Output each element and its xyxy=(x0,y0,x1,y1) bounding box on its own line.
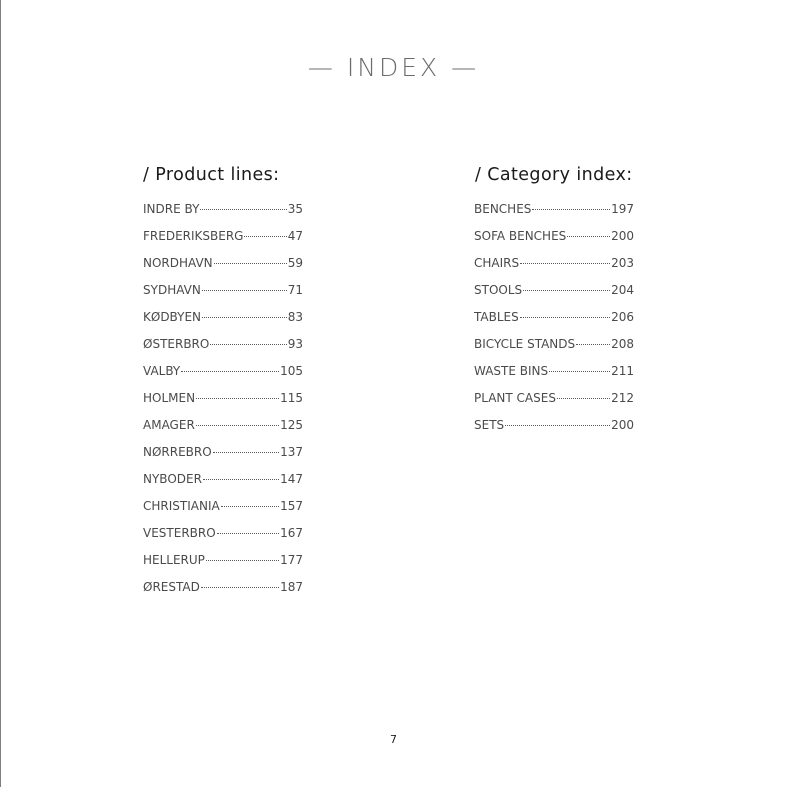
category-index-list xyxy=(474,202,634,445)
category-entry[interactable] xyxy=(474,202,634,229)
dot-leader xyxy=(213,452,279,453)
dot-leader xyxy=(520,317,610,318)
category-entry-page: 203 xyxy=(611,256,634,270)
category-entry-label: TABLES xyxy=(474,310,519,324)
category-entry[interactable] xyxy=(474,283,634,310)
category-entry-page: 200 xyxy=(611,229,634,243)
category-entry-page: 200 xyxy=(611,418,634,432)
dot-leader xyxy=(549,371,610,372)
category-entry-page: 212 xyxy=(611,391,634,405)
dot-leader xyxy=(505,425,610,426)
category-entry-label: CHAIRS xyxy=(474,256,520,270)
product-line-entry-page: 177 xyxy=(280,553,303,567)
dot-leader xyxy=(201,587,279,588)
product-line-entry[interactable] xyxy=(143,526,303,553)
product-line-entry-label: HELLERUP xyxy=(143,553,205,567)
product-line-entry-label: NYBODER xyxy=(143,472,202,486)
dot-leader xyxy=(221,506,279,507)
dot-leader xyxy=(206,560,279,561)
product-line-entry-label: INDRE BY xyxy=(143,202,200,216)
page-left-border xyxy=(0,0,1,787)
product-line-entry-label: ØRESTAD xyxy=(143,580,200,594)
product-line-entry-label: SYDHAVN xyxy=(143,283,201,297)
product-line-entry[interactable] xyxy=(143,445,303,472)
product-line-entry-page: 83 xyxy=(287,310,303,324)
product-line-entry[interactable] xyxy=(143,472,303,499)
product-line-entry-page: 157 xyxy=(280,499,303,513)
dot-leader xyxy=(523,290,610,291)
dot-leader xyxy=(532,209,610,210)
product-lines-section xyxy=(143,163,303,607)
product-line-entry[interactable] xyxy=(143,391,303,418)
product-line-entry[interactable] xyxy=(143,337,303,364)
category-entry-label: PLANT CASES xyxy=(474,391,556,405)
product-line-entry-page: 125 xyxy=(280,418,303,432)
product-line-entry-page: 187 xyxy=(280,580,303,594)
category-entry-page: 208 xyxy=(611,337,634,351)
product-line-entry-label: VALBY xyxy=(143,364,181,378)
category-entry-label: BENCHES xyxy=(474,202,532,216)
category-entry-page: 197 xyxy=(611,202,634,216)
product-line-entry[interactable] xyxy=(143,256,303,283)
product-line-entry-label: AMAGER xyxy=(143,418,195,432)
category-entry[interactable] xyxy=(474,364,634,391)
product-line-entry-label: FREDERIKSBERG xyxy=(143,229,244,243)
dot-leader xyxy=(557,398,610,399)
product-line-entry[interactable] xyxy=(143,418,303,445)
dot-leader xyxy=(520,263,610,264)
product-line-entry-page: 105 xyxy=(280,364,303,378)
dot-leader xyxy=(244,236,286,237)
category-entry-label: STOOLS xyxy=(474,283,523,297)
product-line-entry[interactable] xyxy=(143,364,303,391)
category-entry[interactable] xyxy=(474,418,634,445)
dot-leader xyxy=(576,344,610,345)
product-line-entry-page: 93 xyxy=(287,337,303,351)
product-line-entry-label: CHRISTIANIA xyxy=(143,499,220,513)
category-entry[interactable] xyxy=(474,229,634,256)
category-entry-label: BICYCLE STANDS xyxy=(474,337,576,351)
category-index-heading: / Category index: xyxy=(475,165,633,185)
product-line-entry[interactable] xyxy=(143,553,303,580)
product-line-entry[interactable] xyxy=(143,499,303,526)
category-entry-page: 206 xyxy=(611,310,634,324)
category-index-section xyxy=(474,163,634,445)
page-number: 7 xyxy=(390,733,397,746)
dot-leader xyxy=(200,209,286,210)
dot-leader xyxy=(202,317,287,318)
product-line-entry-page: 59 xyxy=(287,256,303,270)
product-line-entry-page: 35 xyxy=(287,202,303,216)
dot-leader xyxy=(210,344,286,345)
product-line-entry-label: ØSTERBRO xyxy=(143,337,210,351)
product-line-entry-page: 47 xyxy=(287,229,303,243)
product-line-entry[interactable] xyxy=(143,310,303,337)
dot-leader xyxy=(214,263,287,264)
category-entry[interactable] xyxy=(474,310,634,337)
dot-leader xyxy=(196,398,279,399)
product-line-entry-page: 147 xyxy=(280,472,303,486)
page-title: — INDEX — xyxy=(307,53,480,82)
product-lines-heading: / Product lines: xyxy=(143,165,280,185)
category-entry-page: 204 xyxy=(611,283,634,297)
product-line-entry-page: 137 xyxy=(280,445,303,459)
category-entry-page: 211 xyxy=(611,364,634,378)
dot-leader xyxy=(202,290,287,291)
dot-leader xyxy=(203,479,279,480)
product-line-entry[interactable] xyxy=(143,202,303,229)
product-line-entry-label: VESTERBRO xyxy=(143,526,216,540)
dot-leader xyxy=(181,371,279,372)
product-line-entry-page: 115 xyxy=(280,391,303,405)
category-entry[interactable] xyxy=(474,337,634,364)
product-line-entry[interactable] xyxy=(143,283,303,310)
product-line-entry-label: NØRREBRO xyxy=(143,445,212,459)
category-entry-label: SETS xyxy=(474,418,505,432)
dot-leader xyxy=(567,236,610,237)
product-line-entry-page: 71 xyxy=(287,283,303,297)
product-line-entry[interactable] xyxy=(143,580,303,607)
category-entry[interactable] xyxy=(474,256,634,283)
dot-leader xyxy=(196,425,279,426)
product-lines-list xyxy=(143,202,303,607)
category-entry[interactable] xyxy=(474,391,634,418)
product-line-entry-label: HOLMEN xyxy=(143,391,196,405)
category-entry-label: SOFA BENCHES xyxy=(474,229,567,243)
product-line-entry-page: 167 xyxy=(280,526,303,540)
product-line-entry-label: KØDBYEN xyxy=(143,310,202,324)
product-line-entry[interactable] xyxy=(143,229,303,256)
product-line-entry-label: NORDHAVN xyxy=(143,256,213,270)
category-entry-label: WASTE BINS xyxy=(474,364,549,378)
dot-leader xyxy=(217,533,279,534)
